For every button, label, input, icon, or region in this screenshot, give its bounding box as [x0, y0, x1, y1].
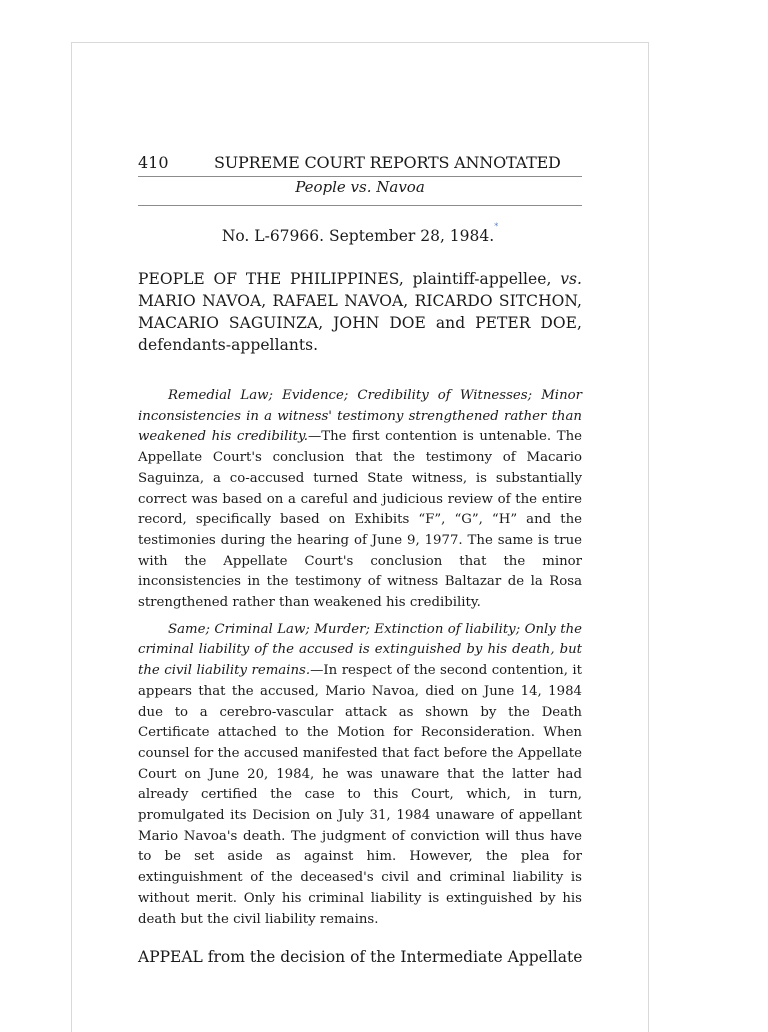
syllabus-keywords: Same; Criminal Law; Murder; Extinction of liability; Only the criminal liability of the accused is extinguished by his death, but the civil liability remains.: [138, 621, 582, 679]
syllabus-text: —In respect of the second contention, it appears that the accused, Mario Navoa, died on June 14, 1984 due to a cerebro-vascular attack as shown by the Death Certificate attached to the Motion for Reconsideration. When counsel for the accused manifested that fact before the Appellate Court on June 20, 1984, he was unaware that the latter had already certified the case to this Court, which, in turn, promulgated its Decision on July 31, 1984 unaware of appellant Mario Navoa's death. The judgment of conviction will thus have to be set aside as against him. However, the plea for extinguishment of the deceased's civil and criminal liability is without merit. Only his criminal liability is extinguished by his death but the civil liability remains.: [138, 663, 582, 927]
docket-number: No. L-67966. September 28, 1984.: [221, 227, 495, 246]
page-content: [138, 150, 582, 968]
syllabus-paragraph: [138, 620, 582, 931]
syllabus-keywords: Remedial Law; Evidence; Credibility of Witnesses; Minor inconsistencies in a witness' testimony strengthened rather than weakened his credibility.: [138, 388, 582, 445]
parties-appellee: PEOPLE OF THE PHILIPPINES, plaintiff-appellee,: [138, 270, 561, 288]
case-short-title: People vs. Navoa: [295, 178, 425, 196]
syllabus-text: —The first contention is untenable. The Appellate Court's conclusion that the testimony of Macario Saguinza, a co-accused turned State witness, is substantially correct was based on a careful and judicious review of the entire record, specifically based on Exhibits “F”, “G”, “H” and the testimonies during the hearing of June 9, 1977. The same is true with the Appellate Court's conclusion that the minor inconsistencies in the testimony of witness Baltazar de la Rosa strengthened rather than weakened his credibility.: [138, 429, 582, 611]
syllabus-paragraph: [138, 386, 582, 614]
appeal-line: APPEAL from the decision of the Intermediate Appellate: [138, 948, 583, 967]
parties-vs: vs.: [560, 270, 582, 288]
docket-line: [138, 222, 582, 244]
footnote-link[interactable]: *: [494, 222, 499, 231]
syllabus: [138, 386, 582, 930]
parties-appellants: MARIO NAVOA, RAFAEL NAVOA, RICARDO SITCHON, MACARIO SAGUINZA, JOHN DOE and PETER DOE, defendants-appellants.: [138, 292, 582, 354]
case-parties: [138, 268, 582, 356]
running-header: [138, 150, 582, 176]
page-number: 410: [138, 153, 169, 172]
journal-title: SUPREME COURT REPORTS ANNOTATED: [214, 153, 561, 172]
header-rule-bottom: [138, 205, 582, 206]
